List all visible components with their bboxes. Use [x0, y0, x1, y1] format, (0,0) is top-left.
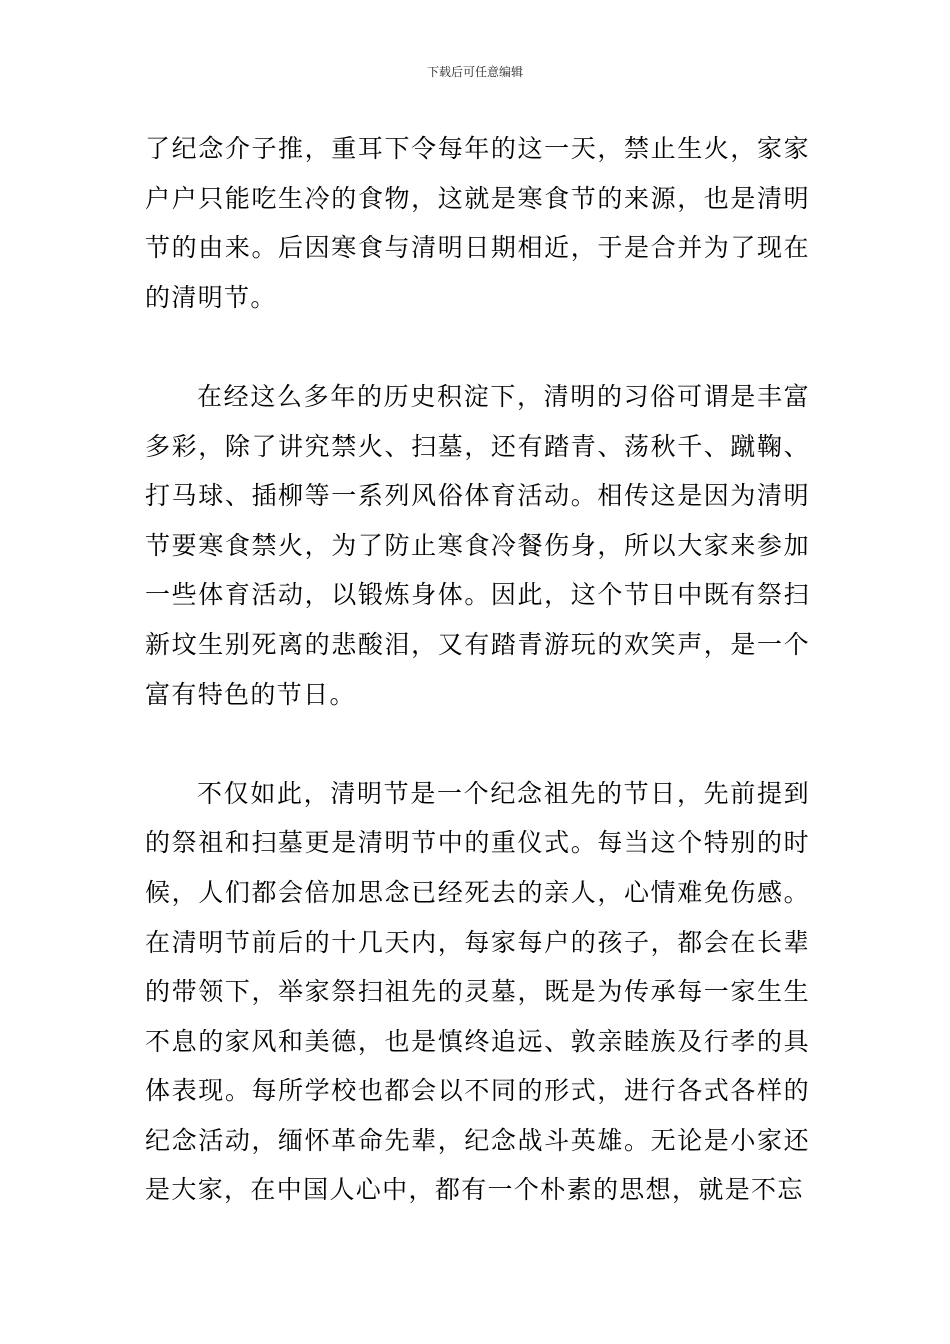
paragraph-2: 在经这么多年的历史积淀下，清明的习俗可谓是丰富多彩，除了讲究禁火、扫墓，还有踏青、荡秋千、蹴鞠、打马球、插柳等一系列风俗体育活动。相传这是因为清明节要寒食禁火，为了防止寒食冷餐伤身，所以大家来参加一些体育活动，以锻炼身体。因此，这个节日中既有祭扫新坟生别死离的悲酸泪，又有踏青游玩的欢笑声，是一个富有特色的节日。: [145, 381, 810, 709]
paragraph-1: 了纪念介子推，重耳下令每年的这一天，禁止生火，家家户户只能吃生冷的食物，这就是寒食节的来源，也是清明节的由来。后因寒食与清明日期相近，于是合并为了现在的清明节。: [145, 134, 810, 312]
paragraph-spacer: [145, 322, 810, 372]
paragraph-spacer: [145, 719, 810, 769]
document-body: [145, 124, 810, 1215]
page-header: 下载后可任意编辑: [426, 65, 523, 79]
paragraph-3: 不仅如此，清明节是一个纪念祖先的节日，先前提到的祭祖和扫墓更是清明节中的重仪式。每当这个特别的时候，人们都会倍加思念已经死去的亲人，心情难免伤感。在清明节前后的十几天内，每家每户的孩子，都会在长辈的带领下，举家祭扫祖先的灵墓，既是为传承每一家生生不息的家风和美德，也是慎终追远、敦亲睦族及行孝的具体表现。每所学校也都会以不同的形式，进行各式各样的纪念活动，缅怀革命先辈，纪念战斗英雄。无论是小家还是大家，在中国人心中，都有一个朴素的思想，就是不忘: [145, 778, 810, 1205]
